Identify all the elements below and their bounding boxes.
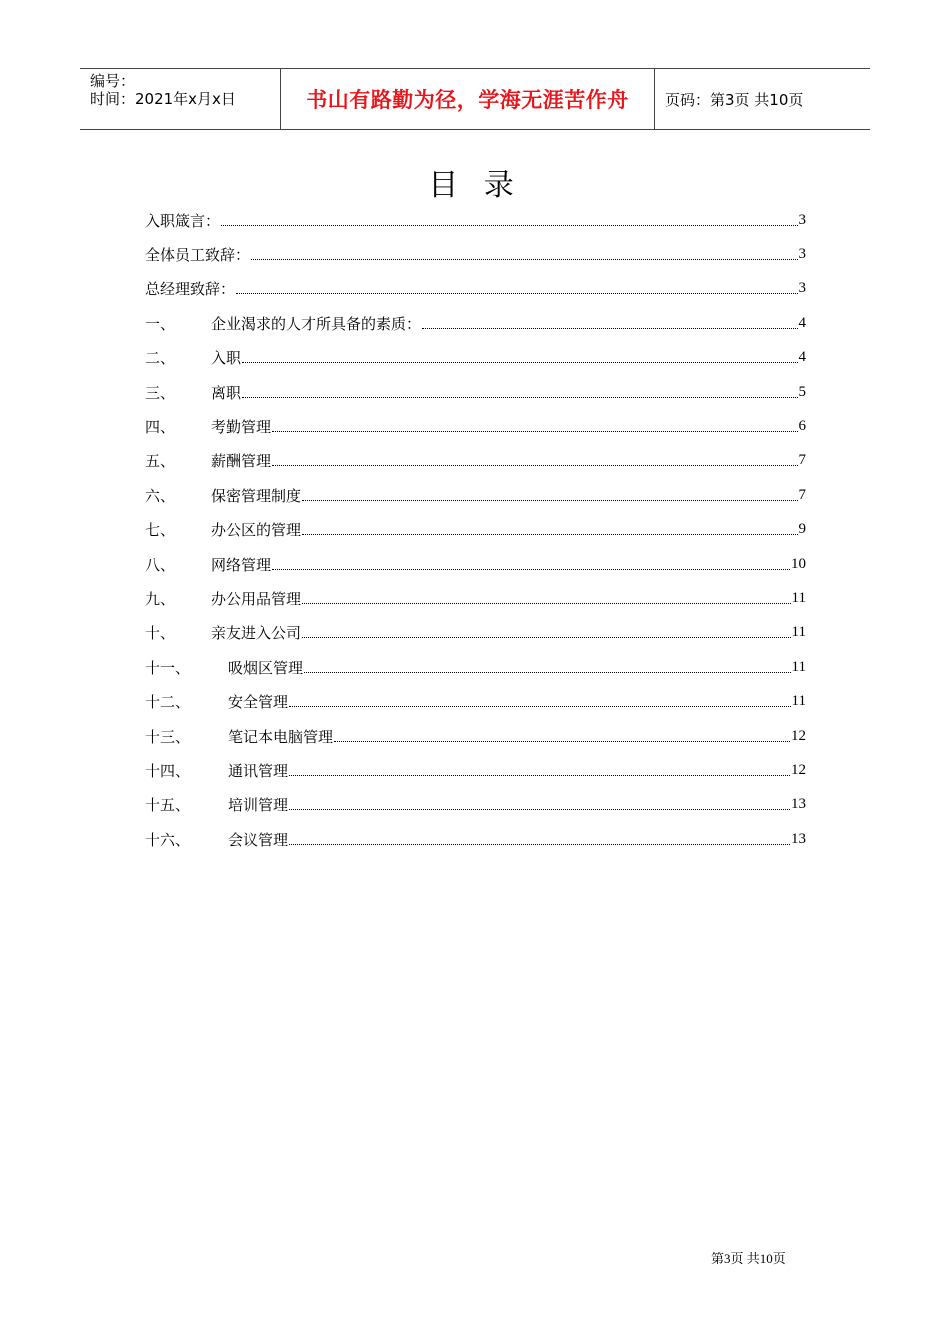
toc-entry-number: 十三、 — [145, 727, 191, 746]
toc-dot-leader — [242, 396, 797, 398]
toc-dot-leader — [221, 224, 797, 226]
footer-page-number: 第3页 共10页 — [711, 1251, 786, 1266]
toc-entry-number: 二、 — [145, 349, 176, 368]
toc-entry-number: 十、 — [145, 624, 176, 643]
header-motto-cell — [281, 69, 655, 129]
toc-entry-number: 十四、 — [145, 761, 191, 780]
toc-entry-label: 办公区的管理 — [211, 521, 302, 540]
date-label: 时间：2021年x月x日 — [90, 90, 236, 108]
toc-entry-number: 九、 — [145, 589, 176, 608]
toc-entry-label: 培训管理 — [228, 796, 289, 815]
toc-dot-leader — [304, 671, 791, 673]
motto-text: 书山有路勤为径，学海无涯苦作舟 — [306, 88, 629, 112]
toc-entry[interactable] — [145, 547, 806, 581]
toc-dot-leader — [242, 361, 797, 363]
toc-entry-page: 11 — [791, 624, 806, 641]
toc-entry[interactable] — [145, 306, 806, 340]
toc-entry[interactable] — [145, 719, 806, 753]
toc-entry-label: 通讯管理 — [228, 761, 289, 780]
toc-entry-number: 七、 — [145, 521, 176, 540]
toc-entry[interactable] — [145, 788, 806, 822]
toc-entry-number: 十六、 — [145, 830, 191, 849]
toc-dot-leader — [302, 533, 797, 535]
toc-entry-number: 一、 — [145, 314, 176, 333]
table-of-contents — [145, 203, 806, 856]
toc-entry-number: 三、 — [145, 383, 176, 402]
toc-entry-number: 八、 — [145, 555, 176, 574]
toc-entry-page: 11 — [791, 658, 806, 675]
toc-entry-label: 入职箴言： — [145, 211, 221, 230]
toc-entry-label: 笔记本电脑管理 — [228, 727, 334, 746]
toc-entry[interactable] — [145, 513, 806, 547]
toc-entry-number: 十二、 — [145, 693, 191, 712]
toc-dot-leader — [251, 258, 797, 260]
toc-entry-page: 5 — [798, 383, 806, 400]
toc-entry[interactable] — [145, 684, 806, 718]
toc-entry[interactable] — [145, 581, 806, 615]
toc-entry-label: 企业渴求的人才所具备的素质： — [211, 314, 422, 333]
toc-entry[interactable] — [145, 203, 806, 237]
toc-entry[interactable] — [145, 409, 806, 443]
toc-entry-page: 7 — [798, 452, 806, 469]
page-header — [80, 68, 870, 130]
toc-dot-leader — [289, 843, 790, 845]
toc-entry[interactable] — [145, 444, 806, 478]
toc-entry-page: 3 — [798, 211, 806, 228]
toc-entry-label: 网络管理 — [211, 555, 272, 574]
toc-entry-page: 4 — [798, 314, 806, 331]
toc-title: 目 录 — [428, 168, 522, 203]
toc-entry[interactable] — [145, 272, 806, 306]
toc-entry-label: 亲友进入公司 — [211, 624, 302, 643]
toc-entry-page: 6 — [798, 418, 806, 435]
toc-dot-leader — [272, 464, 797, 466]
toc-entry-label: 会议管理 — [228, 830, 289, 849]
toc-entry[interactable] — [145, 650, 806, 684]
serial-label: 编号： — [90, 72, 136, 90]
toc-entry-page: 3 — [798, 280, 806, 297]
toc-entry-page: 11 — [791, 693, 806, 710]
toc-entry-label: 保密管理制度 — [211, 486, 302, 505]
toc-entry[interactable] — [145, 478, 806, 512]
toc-entry-label: 考勤管理 — [211, 418, 272, 437]
toc-entry-page: 9 — [798, 521, 806, 538]
toc-entry-page: 7 — [798, 486, 806, 503]
toc-entry[interactable] — [145, 237, 806, 271]
toc-dot-leader — [289, 774, 790, 776]
toc-entry-label: 安全管理 — [228, 693, 289, 712]
toc-entry-label: 办公用品管理 — [211, 589, 302, 608]
toc-dot-leader — [289, 705, 791, 707]
toc-entry-page: 12 — [791, 727, 806, 744]
toc-dot-leader — [236, 292, 797, 294]
toc-dot-leader — [272, 430, 797, 432]
toc-entry-number: 六、 — [145, 486, 176, 505]
toc-dot-leader — [302, 636, 791, 638]
toc-dot-leader — [422, 327, 797, 329]
toc-entry-number: 十五、 — [145, 796, 191, 815]
toc-dot-leader — [272, 568, 790, 570]
toc-entry-page: 4 — [798, 349, 806, 366]
toc-entry-number: 十一、 — [145, 658, 191, 677]
toc-dot-leader — [302, 602, 791, 604]
toc-entry[interactable] — [145, 341, 806, 375]
toc-entry-page: 11 — [791, 589, 806, 606]
toc-entry[interactable] — [145, 822, 806, 856]
toc-dot-leader — [289, 808, 790, 810]
toc-entry-label: 薪酬管理 — [211, 452, 272, 471]
toc-entry-page: 3 — [798, 246, 806, 263]
toc-entry-label: 总经理致辞： — [145, 280, 236, 299]
toc-entry-label: 入职 — [211, 349, 242, 368]
toc-entry-label: 吸烟区管理 — [228, 658, 304, 677]
toc-dot-leader — [334, 740, 790, 742]
toc-entry[interactable] — [145, 375, 806, 409]
header-page-info: 页码：第3页 共10页 — [665, 90, 804, 109]
toc-entry-page: 13 — [791, 796, 806, 813]
toc-dot-leader — [302, 499, 797, 501]
toc-entry-page: 13 — [791, 830, 806, 847]
toc-entry[interactable] — [145, 616, 806, 650]
toc-entry-page: 12 — [791, 761, 806, 778]
toc-entry-label: 全体员工致辞： — [145, 246, 251, 265]
toc-entry-label: 离职 — [211, 383, 242, 402]
toc-entry[interactable] — [145, 753, 806, 787]
toc-entry-page: 10 — [791, 555, 806, 572]
header-info-cell — [80, 69, 281, 129]
toc-entry-number: 四、 — [145, 418, 176, 437]
toc-entry-number: 五、 — [145, 452, 176, 471]
